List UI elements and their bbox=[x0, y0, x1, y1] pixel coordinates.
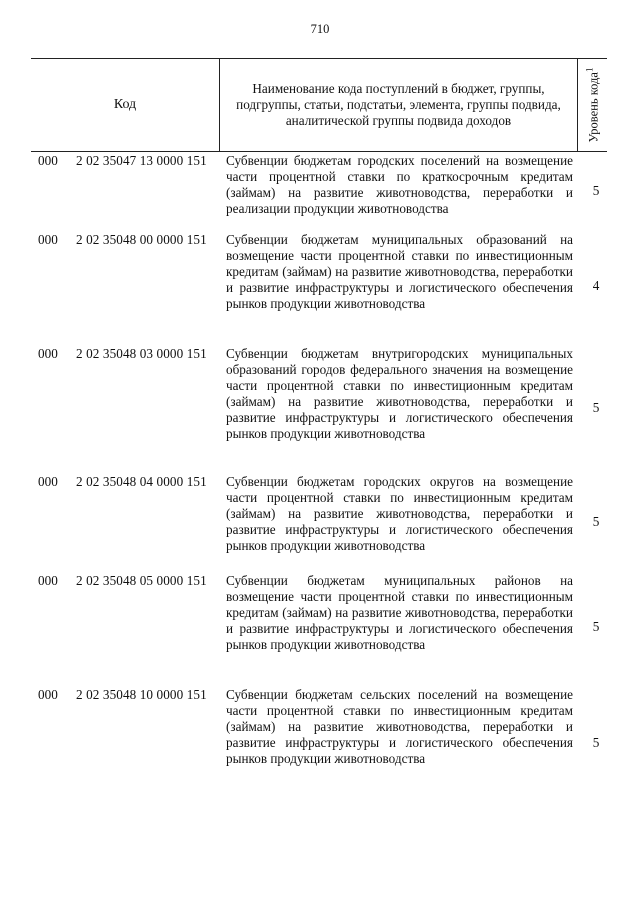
admin-code: 000 bbox=[38, 232, 58, 247]
code-level: 5 bbox=[592, 735, 600, 750]
code-level: 5 bbox=[592, 183, 600, 198]
revenue-code: 2 02 35047 13 0000 151 bbox=[76, 153, 207, 168]
header-level-label: Уровень кода bbox=[586, 72, 601, 143]
admin-code: 000 bbox=[38, 687, 58, 702]
table-header bbox=[31, 58, 607, 152]
revenue-code: 2 02 35048 03 0000 151 bbox=[76, 346, 207, 361]
admin-code: 000 bbox=[38, 153, 58, 168]
revenue-code: 2 02 35048 00 0000 151 bbox=[76, 232, 207, 247]
admin-code: 000 bbox=[38, 346, 58, 361]
admin-code: 000 bbox=[38, 474, 58, 489]
revenue-code: 2 02 35048 05 0000 151 bbox=[76, 573, 207, 588]
header-name: Наименование кода поступлений в бюджет, группы, подгруппы, статьи, подстатьи, элемента, группы подвида, аналитической группы подвида доходов bbox=[236, 81, 561, 128]
revenue-code: 2 02 35048 10 0000 151 bbox=[76, 687, 207, 702]
code-level: 5 bbox=[592, 400, 600, 415]
revenue-name: Субвенции бюджетам муниципальных районов на возмещение части процентной ставки по инвестиционным кредитам (займам) на развитие животноводства, переработки и развитие инфраструктуры и логистического обеспечения рынков продукции животноводства bbox=[226, 573, 573, 652]
revenue-name: Субвенции бюджетам внутригородских муниципальных образований городов федерального значения на возмещение части процентной ставки по инвестиционным кредитам (займам) на развитие животноводства, переработки и развитие инфраструктуры и логистического обеспечения рынков продукции животноводства bbox=[226, 346, 573, 441]
code-level: 4 bbox=[592, 278, 600, 293]
page-number: 710 bbox=[310, 22, 330, 36]
header-code: Код bbox=[113, 97, 137, 112]
revenue-name: Субвенции бюджетам городских поселений на возмещение части процентной ставки по краткосрочным кредитам (займам) на развитие животноводства, переработки и реализации продукции животноводства bbox=[226, 153, 573, 216]
revenue-name: Субвенции бюджетам муниципальных образований на возмещение части процентной ставки по инвестиционным кредитам (займам) на развитие животноводства, переработки и развитие инфраструктуры и логистического обеспечения рынков продукции животноводства bbox=[226, 232, 573, 311]
admin-code: 000 bbox=[38, 573, 58, 588]
header-level bbox=[578, 59, 607, 151]
header-level-footnote: 1 bbox=[583, 67, 594, 73]
code-level: 5 bbox=[592, 619, 600, 634]
revenue-code: 2 02 35048 04 0000 151 bbox=[76, 474, 207, 489]
revenue-name: Субвенции бюджетам сельских поселений на возмещение части процентной ставки по инвестиционным кредитам (займам) на развитие животноводства, переработки и развитие инфраструктуры и логистического обеспечения рынков продукции животноводства bbox=[226, 687, 573, 766]
revenue-name: Субвенции бюджетам городских округов на возмещение части процентной ставки по инвестиционным кредитам (займам) на развитие животноводства, переработки и развитие инфраструктуры и логистического обеспечения рынков продукции животноводства bbox=[226, 474, 573, 553]
code-level: 5 bbox=[592, 514, 600, 529]
